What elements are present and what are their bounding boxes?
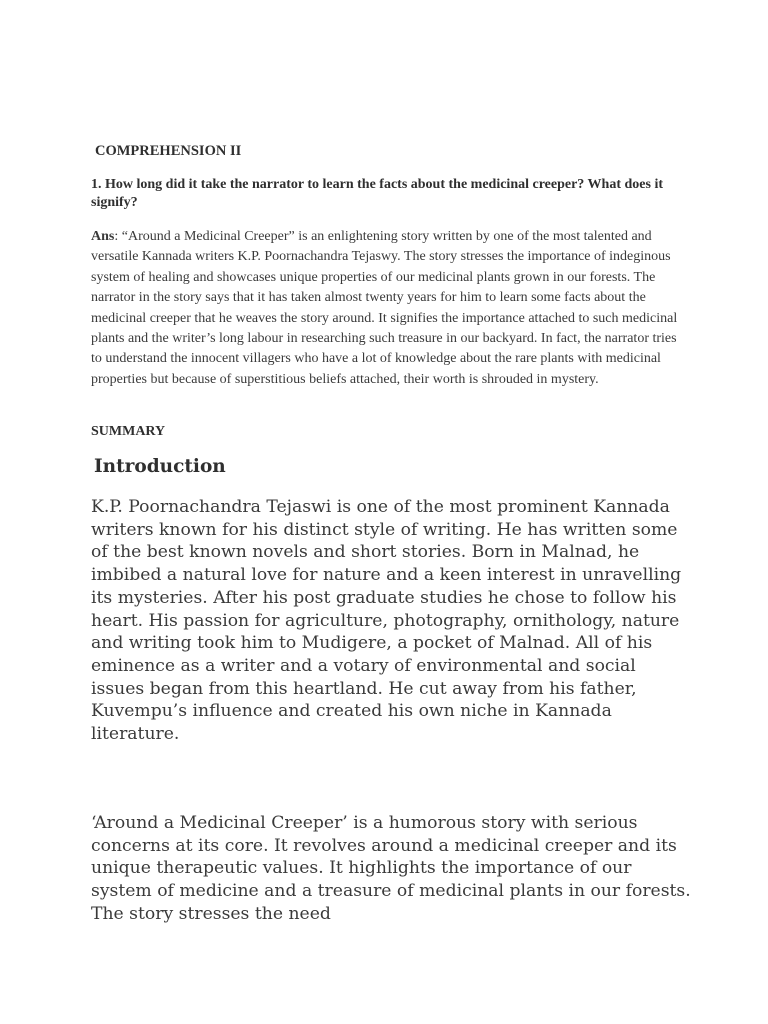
- summary-heading: SUMMARY: [91, 424, 166, 439]
- answer-text: “Around a Medicinal Creeper” is an enlightening story written by one of the most talented and versatile Kannada writers K.P. Poornachandra Tejaswy. The story stresses the importance of indeginous system of healing and showcases unique properties of our medicinal plants grown in our forests. The narrator in the story says that it has taken almost twenty years for him to learn some facts about the medicinal creeper that he weaves the story around. It signifies the importance attached to such medicinal plants and the writer’s long labour in researching such treasure in our backyard. In fact, the narrator tries to understand the innocent villagers who have a lot of knowledge about the rare plants with medicinal properties but because of superstitious beliefs attached, their worth is shrouded in mystery.: [91, 229, 678, 387]
- introduction-paragraph-1: K.P. Poornachandra Tejaswi is one of the most prominent Kannada writers known for his distinct style of writing. He has written some of the best known novels and short stories. Born in Malnad, he imbibed a natural love for nature and a keen interest in unravelling its mysteries. After his post graduate studies he chose to follow his heart. His passion for agriculture, photography, ornithology, nature and writing took him to Mudigere, a pocket of Malnad. All of his eminence as a writer and a votary of environmental and social issues began from this heartland. He cut away from his father, Kuvempu’s influence and created his own niche in Kannada literature.: [91, 497, 682, 745]
- answer-separator: :: [114, 229, 122, 244]
- introduction-heading: Introduction: [94, 456, 226, 477]
- answer-paragraph: [91, 227, 681, 390]
- comprehension-heading: COMPREHENSION II: [95, 143, 242, 159]
- answer-label: Ans: [91, 229, 115, 244]
- question-text: 1. How long did it take the narrator to learn the facts about the medicinal creeper? What does it signify?: [91, 177, 664, 210]
- introduction-paragraph-2: ‘Around a Medicinal Creeper’ is a humorous story with serious concerns at its core. It revolves around a medicinal creeper and its unique therapeutic values. It highlights the importance of our system of medicine and a treasure of medicinal plants in our forests. The story stresses the need: [91, 813, 691, 924]
